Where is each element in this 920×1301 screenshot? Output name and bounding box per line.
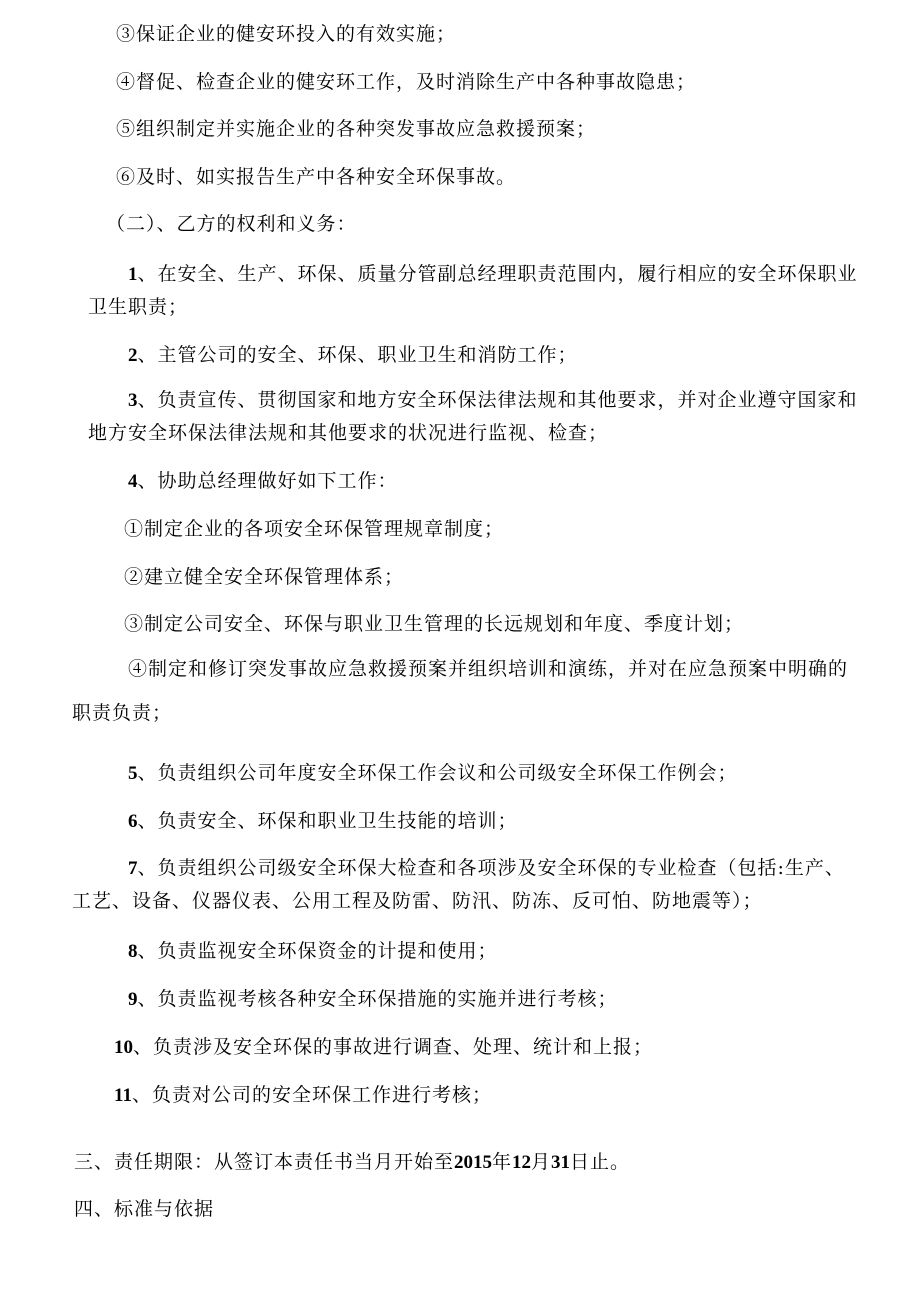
- section-heading: （二）、乙方的权利和义务：: [106, 213, 357, 235]
- text-line: 8、负责监视安全环保资金的计提和使用；: [128, 940, 498, 962]
- text-line: 2、主管公司的安全、环保、职业卫生和消防工作；: [128, 344, 578, 366]
- text-line: 6、负责安全、环保和职业卫生技能的培训；: [128, 810, 518, 832]
- text-line: ⑥及时、如实报告生产中各种安全环保事故。: [116, 166, 517, 188]
- text-line: 10、负责涉及安全环保的事故进行调查、处理、统计和上报；: [114, 1036, 654, 1058]
- text-line: ①制定企业的各项安全环保管理规章制度；: [124, 518, 505, 540]
- text-line: 5、负责组织公司年度安全环保工作会议和公司级安全环保工作例会；: [128, 762, 738, 784]
- text-line: 9、负责监视考核各种安全环保措施的实施并进行考核；: [128, 988, 618, 1010]
- text-line: 地方安全环保法律法规和其他要求的状况进行监视、检查；: [88, 422, 609, 444]
- text-line: 3、负责宣传、贯彻国家和地方安全环保法律法规和其他要求，并对企业遵守国家和: [128, 389, 858, 411]
- text-line: 7、负责组织公司级安全环保大检查和各项涉及安全环保的专业检查（包括:生产、: [128, 857, 845, 879]
- text-line: 11、负责对公司的安全环保工作进行考核；: [114, 1084, 492, 1106]
- text-line: ③保证企业的健安环投入的有效实施；: [116, 23, 457, 45]
- text-line: 4、协助总经理做好如下工作：: [128, 470, 398, 492]
- text-line: 卫生职责；: [88, 296, 189, 318]
- section-heading: 四、标准与依据: [74, 1198, 215, 1220]
- text-line: ③制定公司安全、环保与职业卫生管理的长远规划和年度、季度计划；: [124, 613, 745, 635]
- text-line: 工艺、设备、仪器仪表、公用工程及防雷、防汛、防冻、反可怕、防地震等）；: [72, 890, 763, 912]
- text-line: 1、在安全、生产、环保、质量分管副总经理职责范围内，履行相应的安全环保职业: [128, 263, 858, 285]
- text-line: 职责负责；: [72, 702, 173, 724]
- text-line: ⑤组织制定并实施企业的各种突发事故应急救援预案；: [116, 118, 597, 140]
- text-line: ④制定和修订突发事故应急救援预案并组织培训和演练，并对在应急预案中明确的: [128, 658, 849, 680]
- text-line: ②建立健全安全环保管理体系；: [124, 566, 405, 588]
- section-heading: 三、责任期限：从签订本责任书当月开始至2015年12月31日止。: [74, 1151, 631, 1173]
- text-line: ④督促、检查企业的健安环工作，及时消除生产中各种事故隐患；: [116, 71, 697, 93]
